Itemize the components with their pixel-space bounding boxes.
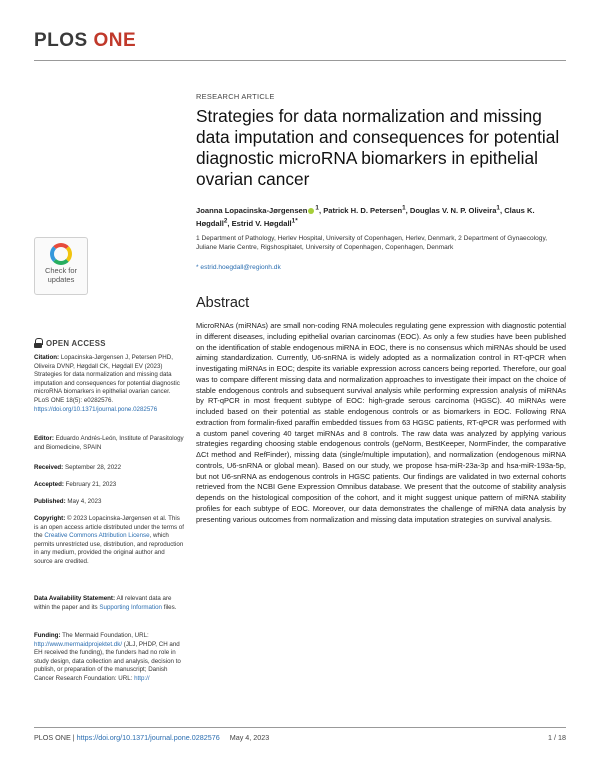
citation-label: Citation: [34, 354, 60, 361]
author-affiliation-marker: 1 [315, 204, 319, 211]
accepted-block [34, 481, 184, 490]
author-separator: , [499, 205, 505, 215]
author-name[interactable] [410, 206, 504, 215]
mermaid-link[interactable]: http://www.mermaidprojektet.dk/ [34, 640, 123, 648]
abstract-text: MicroRNAs (miRNAs) are small non-coding RNA molecules regulating gene expression with diagnostic potential in different diseases, including epithelial ovarian carcinomas (EOC). As only a few studies have been published on the identification of stable endogenous miRNA in EOC, there is no consensus which miRNAs should be used aiming standardization. Currently, U6-snRNA is widely adopted as a normalization control in RT-qPCR when investigating miRNAs in EOC; despite its variable expression across cancers being reported. Therefore, our goal was to compare different missing data and normalization approaches to investigate their impact on the choice of stable endogenous controls and subsequent survival analysis while performing expression analysis of miRNAs by RT-qPCR in most frequent subtype of EOC: high-grade serous carcinoma (HGSC). 40 miRNAs were included based on their potential as stable endogenous controls or as biomarkers in EOC. Following RNA extraction from formalin-fixed paraffin embedded tissues from 63 HGSC patients, RT-qPCR was performed with a custom panel covering 40 target miRNAs and 8 controls. The raw data was analyzed by applying various strategies regarding choosing stable endogenous controls (geNorm, BestKeeper, NormFinder, the comparative ΔCt method and RefFinder), missing data (single/multiple imputation), and normalization (endogenous miRNA controls, U6-snRNA or global mean). Based on our study, we propose hsa-miR-23a-3p and hsa-miR-193a-5p, but not U6-snRNA as endogenous controls in HGSC patients. Our findings are validated in two external cohorts retrieved from the NCBI Gene Expression Omnibus database. We present that the outcome of stability analysis depends on the histological composition of the cohort, and it might suggest unique pattern of miRNA stability profiles for each subtype of EOC. Moreover, our data demonstrates the challenge of miRNA data analysis by presenting various outcomes from normalization and missing data imputation strategies on survival analysis. [196, 321, 566, 524]
author-list [196, 202, 566, 229]
author-affiliation-marker: 1 [402, 204, 406, 211]
citation-block [34, 354, 184, 414]
logo-one-text: ONE [93, 30, 137, 51]
accepted-label: Accepted: [34, 481, 64, 488]
data-availability-label: Data Availability Statement: [34, 595, 116, 602]
data-availability-text-2: files. [163, 603, 177, 611]
funding-text: The Mermaid Foundation, URL: [62, 632, 149, 639]
author-name-text: Patrick H. D. Petersen [323, 205, 403, 215]
author-name-text: Joanna Lopacinska-Jørgensen [196, 205, 308, 215]
footer-journal: PLOS ONE [34, 733, 71, 742]
footer-doi-link[interactable]: https://doi.org/10.1371/journal.pone.0282576 [76, 733, 220, 742]
cancer-foundation-link[interactable]: http:// [134, 674, 150, 682]
author-affiliation-marker: 1 [496, 204, 500, 211]
copyright-text-2: , which permits unrestricted use, distribution, and reproduction in any medium, provided the original author and source are credited. [34, 532, 184, 565]
open-access-badge [34, 338, 106, 348]
funding-text-2: (JLJ, PHDP, CH and EH received the funding), the funders had no role in study design, data collection and analysis, decision to publish, or preparation of the manuscript; Danish Cancer Research Foundation: URL: [34, 640, 181, 682]
editor-block [34, 435, 184, 452]
page-footer [34, 733, 566, 742]
author-name-text: Douglas V. N. P. Oliveira [409, 205, 497, 215]
author-separator: , [318, 205, 324, 215]
header-divider [34, 60, 566, 61]
author-separator: , [227, 219, 232, 229]
author-name-text: Claus K. Høgdall [196, 205, 535, 229]
footer-divider [34, 727, 566, 728]
cc-license-link[interactable]: Creative Commons Attribution License [44, 532, 150, 540]
funding-block [34, 632, 184, 684]
abstract-heading: Abstract [196, 295, 250, 311]
received-label: Received: [34, 464, 64, 471]
published-block [34, 498, 184, 507]
accepted-date: February 21, 2023 [65, 481, 117, 488]
logo-plos-text: PLOS [34, 30, 88, 51]
footer-date: May 4, 2023 [229, 733, 270, 742]
data-availability-block [34, 595, 184, 612]
citation-doi-link[interactable]: https://doi.org/10.1371/journal.pone.0282576 [34, 405, 158, 413]
citation-text: Lopacinska-Jørgensen J, Petersen PHD, Oliveira DVNP, Høgdall CK, Høgdall EV (2023) Strategies for data normalization and missing data imputation and consequences for potential diagnostic microRNA biomarkers in epithelial ovarian cancer. PLoS ONE 18(5): e0282576. [34, 354, 180, 404]
editor-text: Eduardo Andrés-León, Institute of Parasitology and Biomedicine, SPAIN [34, 435, 184, 451]
funding-label: Funding: [34, 632, 61, 639]
supporting-information-link[interactable]: Supporting Information [99, 603, 162, 611]
article-title: Strategies for data normalization and missing data imputation and consequences for potential diagnostic microRNA biomarkers in epithelial ovarian cancer [196, 106, 560, 189]
author-affiliation-marker: 2 [223, 217, 228, 225]
corresponding-email-link[interactable]: * estrid.hoegdall@regionh.dk [196, 264, 281, 271]
received-block [34, 464, 184, 473]
check-updates-icon [50, 243, 72, 265]
author-separator: , [405, 205, 410, 215]
copyright-block [34, 515, 184, 567]
author-name[interactable] [232, 219, 298, 228]
plos-one-logo[interactable] [34, 30, 136, 52]
footer-citation [34, 733, 269, 742]
check-updates-label: Check for updates [44, 266, 78, 284]
published-label: Published: [34, 498, 66, 505]
orcid-icon[interactable] [308, 208, 314, 214]
received-date: September 28, 2022 [64, 464, 122, 471]
author-affiliation-marker: 1* [291, 217, 298, 225]
open-access-label: OPEN ACCESS [46, 338, 106, 348]
copyright-text: © 2023 Lopacinska-Jørgensen et al. This is an open access article distributed under the terms of the [34, 515, 184, 540]
footer-separator: | [70, 733, 77, 742]
data-availability-text: All relevant data are within the paper and its [34, 595, 172, 611]
editor-label: Editor: [34, 435, 54, 442]
author-name[interactable] [196, 206, 323, 215]
author-name[interactable] [323, 206, 410, 215]
affiliations: 1 Department of Pathology, Herlev Hospital, University of Copenhagen, Herlev, Denmark, 2 Department of Gynaecology, Juliane Marie Centre, Rigshospitalet, University of Copenhagen, Copenhagen, Denmark [196, 235, 548, 252]
check-for-updates-button[interactable] [34, 237, 88, 295]
author-name-text: Estrid V. Høgdall [231, 219, 292, 229]
open-lock-icon [34, 338, 42, 348]
page-number: 1 / 18 [548, 733, 566, 742]
copyright-label: Copyright: [34, 515, 66, 522]
article-type: RESEARCH ARTICLE [196, 92, 275, 101]
published-date: May 4, 2023 [67, 498, 102, 505]
